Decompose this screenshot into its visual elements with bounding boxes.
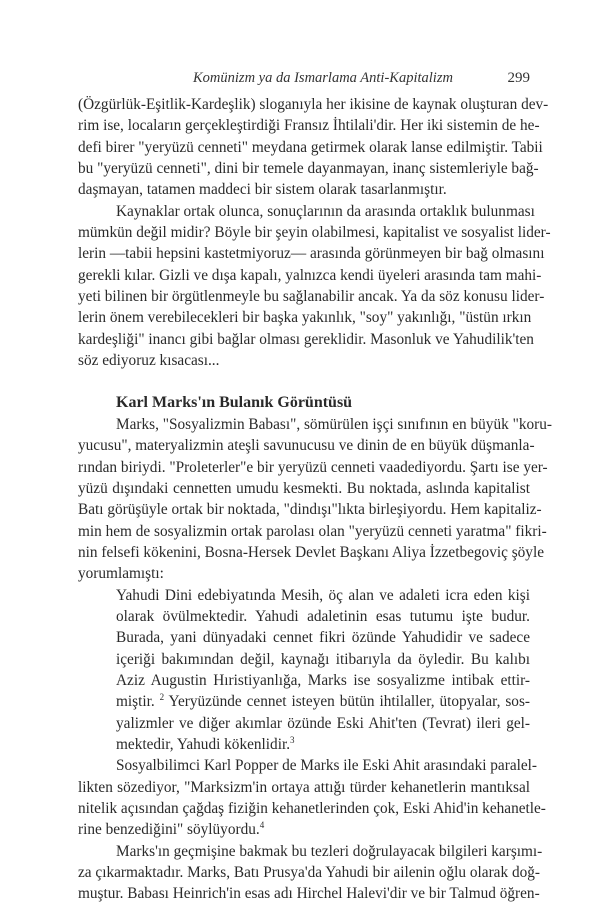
text-line: yeti bilinen bir örgütlenmeyle bu sağlanabilir ancak. Ya da söz konusu lider- (78, 288, 545, 306)
text-line: rim ise, locaların gerçekleştirdiği Fransız İhtilali'dir. Her iki sistemin de he- (78, 117, 540, 135)
quote-line: Yahudi Dini edebiyatında Mesih, öç alan ve adaleti icra eden kişi (116, 586, 530, 604)
section-heading: Karl Marks'ın Bulanık Görüntüsü (116, 394, 353, 412)
text-line: kardeşliği" inancı gibi bağlar olması gereklidir. Masonluk ve Yahudilik'ten (78, 330, 534, 348)
text-line: rından biriydi. "Proleterler"e bir yeryüzü cenneti vaadediyordu. Şartı ise yer- (78, 458, 548, 476)
text-line: mümkün değil midir? Böyle bir şeyin olabilmesi, kapitalist ve sosyalist lider- (78, 224, 551, 242)
text-line: Kaynaklar ortak olunca, sonuçlarının da arasında ortaklık bulunması (116, 202, 535, 220)
text-line: daşmayan, tatamen maddeci bir sistem olarak tasarlanmıştır. (78, 181, 447, 199)
quote-line (116, 734, 530, 755)
text-line: gerekli kılar. Gizli ve dışa kapalı, yalnızca kendi üyeleri arasında tam mahi- (78, 266, 542, 284)
text-line: yucusu", materyalizmin ateşli savunucusu ve dinin de en büyük düşmanla- (78, 437, 535, 455)
block-quote (116, 585, 530, 756)
paragraph (78, 201, 551, 372)
footnote-ref-3[interactable]: 3 (290, 734, 295, 745)
text-line: lerin —tabii hepsini kastetmiyoruz— arasında görünmeyen bir bağ olmasını (78, 245, 545, 263)
text-line: Marks, "Sosyalizmin Babası", sömürülen işçi sınıfının en büyük "koru- (116, 415, 552, 433)
page-header (78, 68, 530, 88)
text-line: nitelik açısından çağdaş fiziğin kehanetlerinden çok, Eski Ahid'in kehanetle- (78, 800, 546, 817)
footnote-ref-4[interactable]: 4 (259, 820, 265, 831)
text-line: lerin önem verebilecekleri bir başka yakınlık, "soy" yakınlığı, "üstün ırkın (78, 309, 532, 327)
quote-line: Burada, yani dünyadaki cennet fikri özünde Yahudidir ve sadece (116, 629, 530, 647)
quote-line: olarak övülmektedir. Yahudi adaletinin esas tutumu işte budur. (116, 607, 530, 625)
text-line: (Özgürlük-Eşitlik-Kardeşlik) sloganıyla her ikisine de kaynak oluşturan dev- (78, 96, 549, 113)
paragraph (78, 414, 552, 585)
quote-line (116, 691, 530, 712)
text-line: nin felsefi kökenini, Bosna-Hersek Devlet Başkanı Aliya İzzetbegoviç şöyle (78, 543, 544, 561)
paragraph-continuation (78, 94, 549, 201)
text-line: Batı görüşüyle ortak bir noktada, "dindışı"lıkta birleşiyordu. Hem kapitaliz- (78, 501, 542, 519)
text-line: Sosyalbilimci Karl Popper de Marks ile Eski Ahit arasındaki paralel- (116, 757, 537, 775)
text-line: muştur. Babası Heinrich'in esas adı Hirchel Halevi'dir ve bir Talmud öğren- (78, 885, 540, 903)
text-line (78, 819, 530, 840)
footnote-ref-2[interactable]: 2 (159, 692, 165, 703)
paragraph (78, 841, 543, 905)
text-line: yüzü dışındaki cennetten umudu kesmekti. Bu noktada, aslında kapitalist (78, 479, 530, 497)
text-fragment: Yeryüzünde cennet isteyen bütün ihtilaller, ütopyalar, sos- (164, 693, 531, 711)
text-fragment: rine benzediğini" söylüyordu. (78, 821, 260, 839)
page-body (78, 94, 552, 905)
text-line: Marks'ın geçmişine bakmak bu tezleri doğrulayacak bilgileri karşımı- (116, 842, 543, 860)
text-fragment: mektedir, Yahudi kökenlidir. (116, 735, 291, 753)
page-number: 299 (507, 70, 530, 86)
text-line: defi birer "yeryüzü cenneti" meydana getirmek olarak lanse edilmiştir. Tabii (78, 138, 543, 156)
text-line: min hem de sosyalizmin ortak parolası olan "yeryüzü cenneti yaratma" fikri- (78, 522, 547, 540)
quote-line: Aziz Augustin Hıristiyanlığa, Marks ise sosyalizme intibak ettir- (116, 671, 530, 689)
running-title: Komünizm ya da Ismarlama Anti-Kapitalizm (193, 70, 453, 86)
text-line: likten sözediyor, "Marksizm'in ortaya attığı türder kehanetlerin mantıksal (78, 778, 530, 796)
quote-line: içeriği bakımından değil, kaynağı itibarıyla da öyledir. Bu kalıbı (116, 650, 530, 668)
text-line: söz ediyoruz kısacası... (78, 352, 220, 370)
text-line: za çıkarmaktadır. Marks, Batı Prusya'da Yahudi bir ailenin oğlu olarak doğ- (78, 864, 540, 882)
text-line: bu "yeryüzü cenneti", dini bir temele dayanmayan, inanç sistemleriyle bağ- (78, 160, 539, 178)
text-fragment: miştir. (116, 693, 160, 711)
paragraph (78, 755, 546, 840)
quote-line: yalizmler ve diğer akımlar özünde Eski Ahit'ten (Tevrat) ileri gel- (116, 714, 530, 732)
text-line: yorumlamıştı: (78, 565, 164, 583)
